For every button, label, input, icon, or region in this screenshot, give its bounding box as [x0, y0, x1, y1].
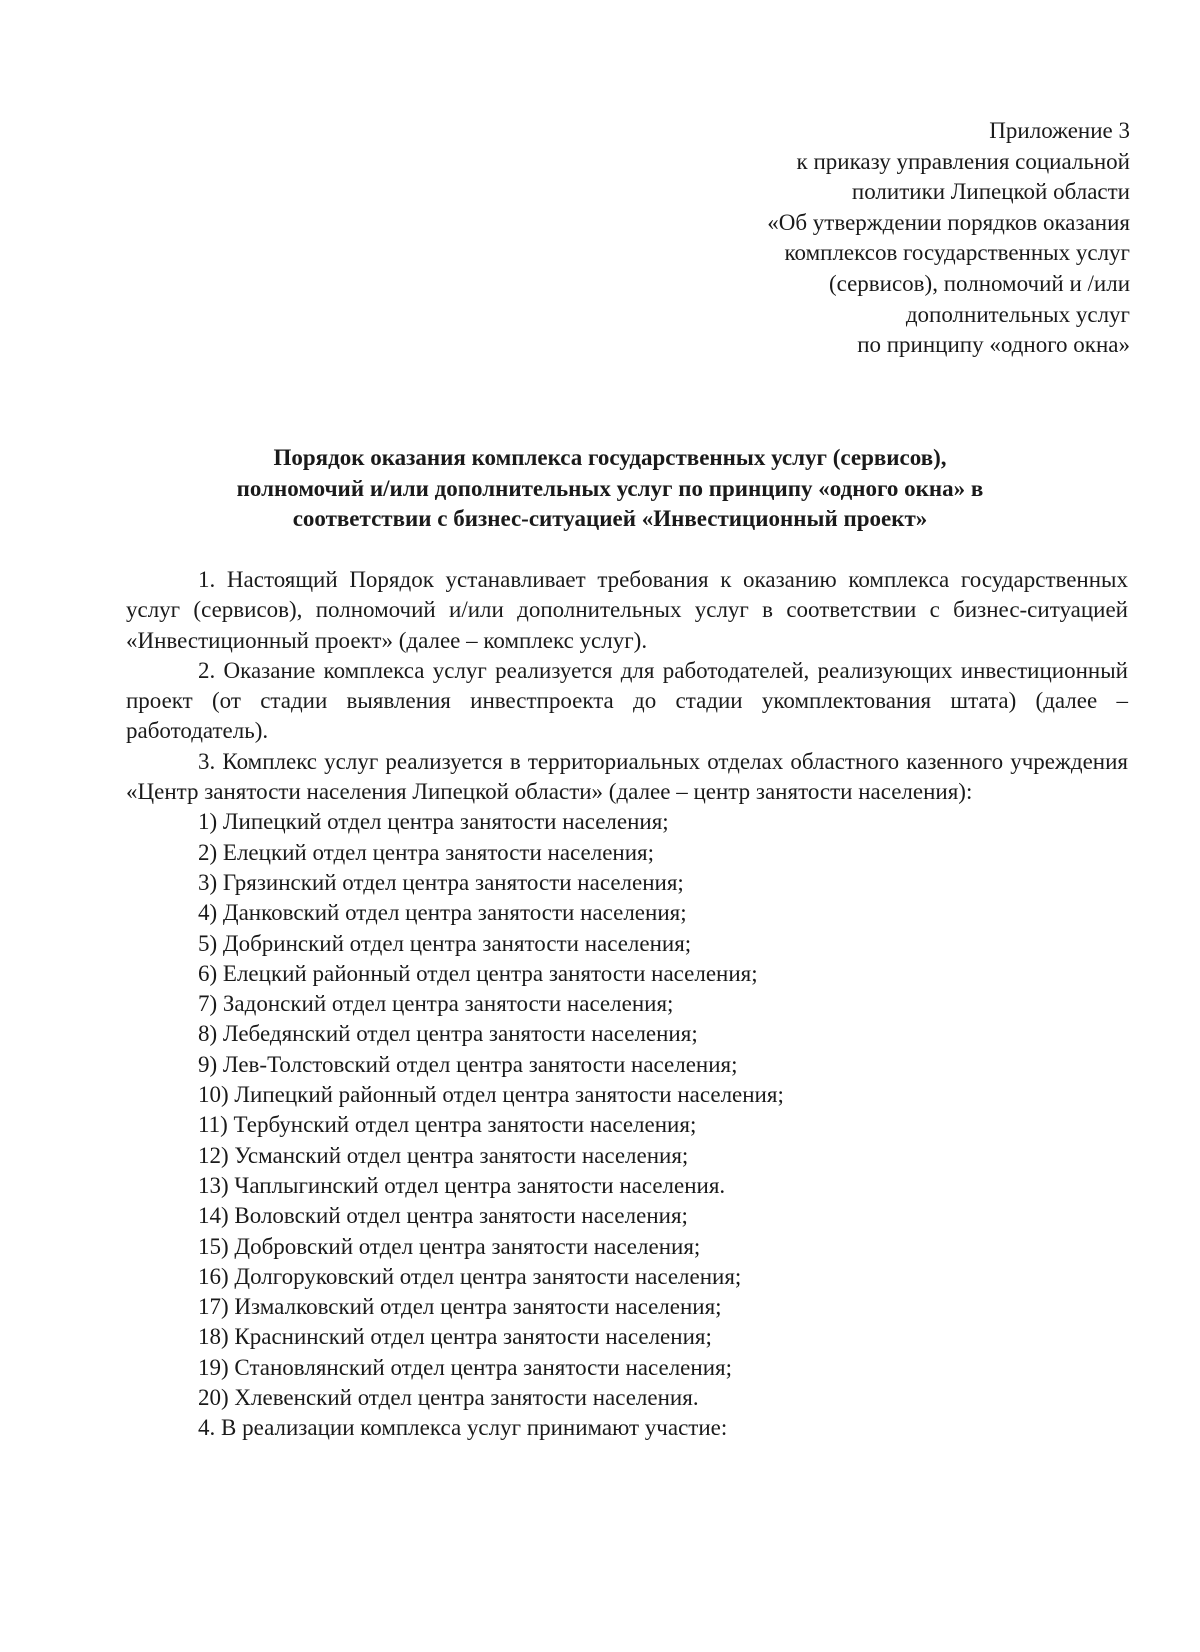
list-item: 15) Добровский отдел центра занятости населения; [198, 1233, 701, 1259]
title-line: полномочий и/или дополнительных услуг по принципу «одного окна» в [236, 475, 984, 501]
list-item: 12) Усманский отдел центра занятости населения; [198, 1142, 689, 1168]
appendix-line: дополнительных услуг [905, 301, 1130, 327]
list-item: 10) Липецкий районный отдел центра занятости населения; [198, 1082, 784, 1108]
appendix-header [610, 116, 1130, 361]
list-item: 20) Хлевенский отдел центра занятости населения. [198, 1385, 699, 1411]
document-title [150, 443, 1070, 535]
list-item: 18) Краснинский отдел центра занятости населения; [198, 1324, 712, 1350]
title-line: Порядок оказания комплекса государственных услуг (сервисов), [273, 445, 947, 470]
list-item: 7) Задонский отдел центра занятости населения; [198, 991, 674, 1017]
list-item: 19) Становлянский отдел центра занятости населения; [198, 1354, 732, 1380]
document-body [126, 565, 1128, 1444]
appendix-line: комплексов государственных услуг [784, 240, 1130, 266]
departments-list [126, 807, 1128, 1413]
appendix-line: к приказу управления социальной [796, 148, 1130, 174]
paragraph-1: 1. Настоящий Порядок устанавливает требования к оказанию комплекса государственных услуг (сервисов), полномочий и/или дополнительных услуг в соответствии с бизнес-ситуацией «Инвестиционный проект» (далее – комплекс услуг). [126, 567, 1128, 653]
appendix-line: (сервисов), полномочий и /или [828, 270, 1130, 296]
title-line: соответствии с бизнес-ситуацией «Инвестиционный проект» [292, 506, 928, 531]
paragraph-3: 3. Комплекс услуг реализуется в территориальных отделах областного казенного учреждения «Центр занятости населения Липецкой области» (далее – центр занятости населения): [126, 748, 1128, 805]
list-item: 17) Измалковский отдел центра занятости населения; [198, 1294, 722, 1320]
list-item: 14) Воловский отдел центра занятости населения; [198, 1203, 688, 1229]
list-item: 2) Елецкий отдел центра занятости населения; [198, 839, 655, 865]
appendix-line: «Об утверждении порядков оказания [767, 209, 1130, 235]
paragraph-2: 2. Оказание комплекса услуг реализуется для работодателей, реализующих инвестиционный проект (от стадии выявления инвестпроекта до стадии укомплектования штата) (далее – работодатель). [126, 657, 1128, 744]
list-item: 8) Лебедянский отдел центра занятости населения; [198, 1021, 698, 1047]
list-item: 5) Добринский отдел центра занятости населения; [198, 930, 692, 956]
list-item: 11) Тербунский отдел центра занятости населения; [198, 1112, 697, 1138]
list-item: 9) Лев-Толстовский отдел центра занятости населения; [198, 1051, 738, 1077]
list-item: 13) Чаплыгинский отдел центра занятости населения. [198, 1172, 726, 1198]
appendix-line: Приложение 3 [989, 118, 1130, 143]
appendix-line: по принципу «одного окна» [857, 332, 1130, 358]
list-item: 6) Елецкий районный отдел центра занятости населения; [198, 960, 758, 986]
paragraph-4: 4. В реализации комплекса услуг принимают участие: [198, 1415, 728, 1441]
appendix-line: политики Липецкой области [851, 179, 1130, 205]
list-item: 1) Липецкий отдел центра занятости населения; [198, 809, 669, 835]
list-item: 4) Данковский отдел центра занятости населения; [198, 900, 687, 926]
list-item: 3) Грязинский отдел центра занятости населения; [198, 869, 684, 895]
list-item: 16) Долгоруковский отдел центра занятости населения; [198, 1263, 742, 1289]
